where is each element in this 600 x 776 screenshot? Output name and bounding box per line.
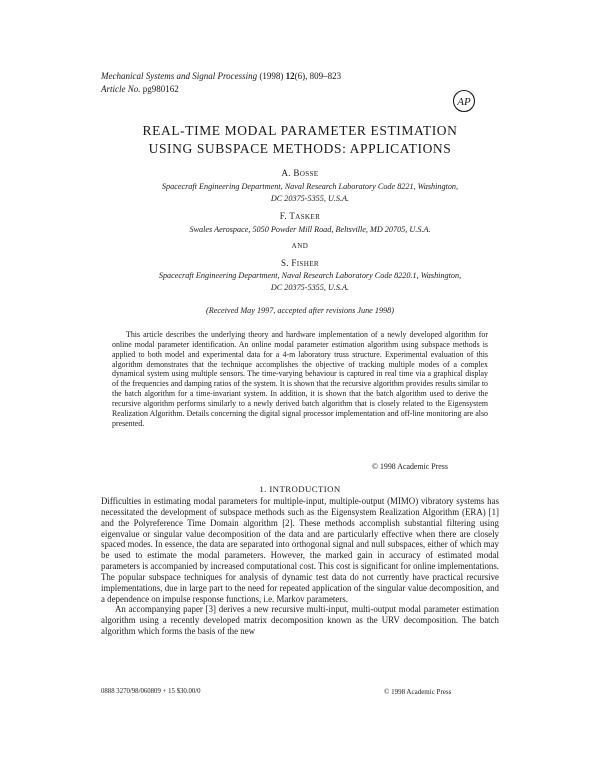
- paragraph: An accompanying paper [3] derives a new recursive multi-input, multi-output modal parameter estimation algorithm using a recently developed matrix decomposition known as the URV decomposition. The batch algorithm which forms the basis of the new: [101, 604, 499, 637]
- paragraph: Difficulties in estimating modal parameters for multiple-input, multiple-output (MIMO) vibratory systems has necessitated the development of subspace methods such as the Eigensystem Realization Algorithm (ERA) [1] and the Polyreference Time Domain algorithm [2]. These methods accomplish substantial filtering using eigenvalue or singular value decomposition of the data and are particularly effective when there are closely spaced modes. In essence, the data are separated into orthogonal signal and null subspaces, either of which may be used to estimate the modal parameters. However, the marked gain in accuracy of estimated modal parameters is accompanied by increased computational cost. This cost is significant for online implementations. The popular subspace techniques for analysis of dynamic test data do not currently have practical recursive implementations, due in large part to the need for repeated application of the singular value decomposition, and a dependence on impulse response functions, i.e. Markov parameters.: [101, 496, 499, 604]
- journal-year: (1998): [259, 71, 284, 81]
- author-affiliation: Spacecraft Engineering Department, Naval Research Laboratory Code 8220.1, Washington, DC 20375-5355, U.S.A.: [158, 271, 462, 292]
- journal-volume: 12: [285, 71, 295, 81]
- author-name: S. FISHER: [281, 258, 319, 268]
- journal-issue-pages: (6), 809–823: [294, 71, 342, 81]
- and-separator: AND: [291, 242, 309, 250]
- abstract-text: This article describes the underlying theory and hardware implementation of a newly developed algorithm for online modal parameter identification. An online modal parameter estimation algorithm using subspace methods is applied to both model and experimental data for a 4-m laboratory truss structure. Experimental evaluation of this algorithm demonstrates that the technique accomplishes the objective of tracking multiple modes of a complex dynamical system using multiple sensors. The time-varying behaviour is captured in real time via a graphical display of the frequencies and damping ratios of the system. It is shown that the recursive algorithm provides results similar to the batch algorithm for a time-invariant system. In addition, it is shown that the batch algorithm used to derive the recursive algorithm performs similarly to a newly derived batch algorithm that is closely related to the Eigensystem Realization Algorithm. Details concerning the digital signal processor implementation and off-line monitoring are also presented.: [112, 330, 488, 428]
- footer-issn: 0888 3270/98/060809 + 15 $30.00/0: [101, 688, 201, 695]
- author-name: A. BOSSE: [281, 168, 319, 178]
- author-affiliation: Spacecraft Engineering Department, Naval Research Laboratory Code 8221, Washington, DC 20375-5355, U.S.A.: [161, 182, 459, 203]
- section-heading: 1. INTRODUCTION: [259, 484, 341, 494]
- author-name: F. TASKER: [279, 211, 321, 221]
- article-number-line: [101, 83, 341, 96]
- publisher-logo-icon: [452, 89, 476, 113]
- abstract: [112, 330, 488, 428]
- abstract-copyright: © 1998 Academic Press: [372, 462, 448, 471]
- article-label: Article No.: [101, 84, 141, 94]
- article-number: pg980162: [142, 84, 179, 94]
- journal-name: Mechanical Systems and Signal Processing: [101, 71, 258, 81]
- paper-title: [80, 122, 520, 158]
- received-date: (Received May 1997, accepted after revisions June 1998): [206, 306, 394, 315]
- logo-text: AP: [457, 96, 471, 108]
- citation-line: [101, 70, 341, 83]
- title-line-2: USING SUBSPACE METHODS: APPLICATIONS: [148, 141, 452, 156]
- journal-citation: [101, 70, 341, 96]
- author-affiliation: Swales Aerospace, 5050 Powder Mill Road, Beltsville, MD 20705, U.S.A.: [189, 225, 431, 234]
- footer-copyright: © 1998 Academic Press: [384, 688, 452, 696]
- title-line-1: REAL-TIME MODAL PARAMETER ESTIMATION: [142, 123, 458, 138]
- body-text: [101, 496, 499, 637]
